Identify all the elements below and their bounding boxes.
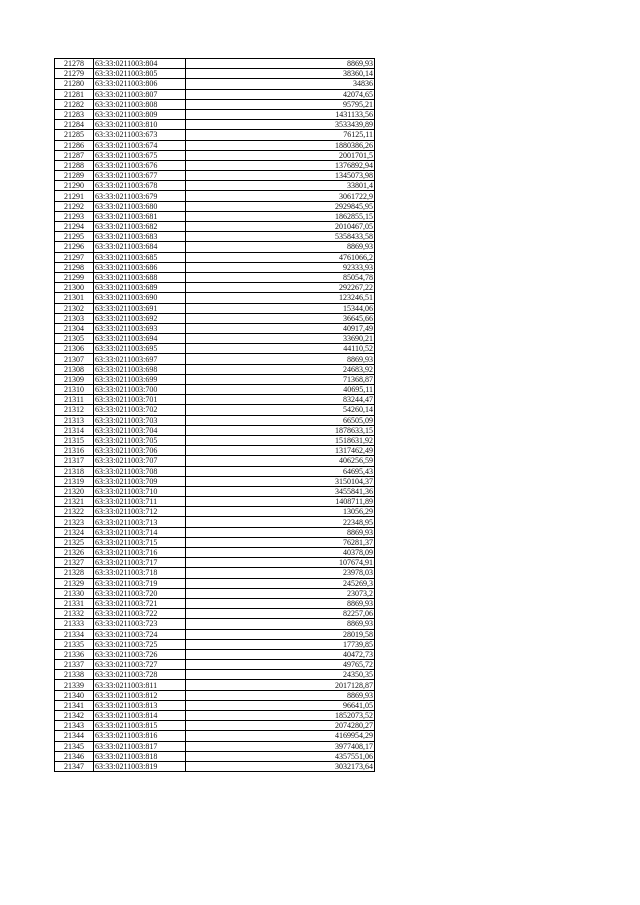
cadastral-value-cell: 38360,14 xyxy=(186,69,375,79)
row-number-cell: 21305 xyxy=(55,334,94,344)
cadastral-value-cell: 8869,93 xyxy=(186,619,375,629)
cadastral-value-cell: 1408711,89 xyxy=(186,497,375,507)
table-row xyxy=(55,435,375,445)
cadastral-value-cell: 4357551,06 xyxy=(186,751,375,761)
cadastral-value-table xyxy=(54,58,375,772)
cadastral-number-cell: 63:33:0211003:707 xyxy=(94,456,186,466)
cadastral-number-cell: 63:33:0211003:689 xyxy=(94,283,186,293)
table-row xyxy=(55,313,375,323)
table-row xyxy=(55,761,375,771)
cadastral-value-cell: 123246,51 xyxy=(186,293,375,303)
table-row xyxy=(55,374,375,384)
cadastral-value-cell: 85054,78 xyxy=(186,272,375,282)
cadastral-value-cell: 3977408,17 xyxy=(186,741,375,751)
row-number-cell: 21297 xyxy=(55,252,94,262)
cadastral-number-cell: 63:33:0211003:678 xyxy=(94,181,186,191)
cadastral-number-cell: 63:33:0211003:705 xyxy=(94,435,186,445)
cadastral-number-cell: 63:33:0211003:723 xyxy=(94,619,186,629)
row-number-cell: 21278 xyxy=(55,59,94,69)
cadastral-number-cell: 63:33:0211003:700 xyxy=(94,385,186,395)
table-row xyxy=(55,232,375,242)
table-row xyxy=(55,191,375,201)
table-row xyxy=(55,731,375,741)
cadastral-value-cell: 1431133,56 xyxy=(186,109,375,119)
table-body xyxy=(55,59,375,772)
cadastral-number-cell: 63:33:0211003:804 xyxy=(94,59,186,69)
cadastral-value-cell: 34836 xyxy=(186,79,375,89)
row-number-cell: 21324 xyxy=(55,527,94,537)
cadastral-number-cell: 63:33:0211003:811 xyxy=(94,680,186,690)
table-row xyxy=(55,109,375,119)
table-row xyxy=(55,598,375,608)
cadastral-number-cell: 63:33:0211003:810 xyxy=(94,120,186,130)
cadastral-number-cell: 63:33:0211003:709 xyxy=(94,476,186,486)
table-row xyxy=(55,568,375,578)
cadastral-number-cell: 63:33:0211003:721 xyxy=(94,598,186,608)
row-number-cell: 21341 xyxy=(55,700,94,710)
row-number-cell: 21319 xyxy=(55,476,94,486)
table-row xyxy=(55,619,375,629)
table-row xyxy=(55,272,375,282)
cadastral-value-cell: 2017128,87 xyxy=(186,680,375,690)
cadastral-number-cell: 63:33:0211003:722 xyxy=(94,609,186,619)
table-row xyxy=(55,323,375,333)
row-number-cell: 21313 xyxy=(55,415,94,425)
cadastral-value-cell: 1862855,15 xyxy=(186,211,375,221)
cadastral-number-cell: 63:33:0211003:694 xyxy=(94,334,186,344)
row-number-cell: 21334 xyxy=(55,629,94,639)
cadastral-number-cell: 63:33:0211003:713 xyxy=(94,517,186,527)
row-number-cell: 21293 xyxy=(55,211,94,221)
cadastral-value-cell: 92333,93 xyxy=(186,262,375,272)
cadastral-number-cell: 63:33:0211003:715 xyxy=(94,537,186,547)
cadastral-number-cell: 63:33:0211003:712 xyxy=(94,507,186,517)
cadastral-value-cell: 33690,21 xyxy=(186,334,375,344)
cadastral-number-cell: 63:33:0211003:817 xyxy=(94,741,186,751)
table-row xyxy=(55,262,375,272)
cadastral-value-cell: 1518631,92 xyxy=(186,435,375,445)
table-row xyxy=(55,405,375,415)
cadastral-value-cell: 2074280,27 xyxy=(186,721,375,731)
cadastral-number-cell: 63:33:0211003:675 xyxy=(94,150,186,160)
cadastral-number-cell: 63:33:0211003:808 xyxy=(94,99,186,109)
row-number-cell: 21301 xyxy=(55,293,94,303)
cadastral-number-cell: 63:33:0211003:701 xyxy=(94,395,186,405)
cadastral-value-cell: 1376892,94 xyxy=(186,160,375,170)
cadastral-number-cell: 63:33:0211003:698 xyxy=(94,364,186,374)
row-number-cell: 21316 xyxy=(55,446,94,456)
table-row xyxy=(55,537,375,547)
cadastral-value-cell: 1317462,49 xyxy=(186,446,375,456)
cadastral-number-cell: 63:33:0211003:693 xyxy=(94,323,186,333)
table-row xyxy=(55,140,375,150)
row-number-cell: 21292 xyxy=(55,201,94,211)
cadastral-value-cell: 36645,66 xyxy=(186,313,375,323)
cadastral-number-cell: 63:33:0211003:692 xyxy=(94,313,186,323)
cadastral-number-cell: 63:33:0211003:682 xyxy=(94,222,186,232)
cadastral-value-cell: 23978,03 xyxy=(186,568,375,578)
table-row xyxy=(55,120,375,130)
table-row xyxy=(55,303,375,313)
table-row xyxy=(55,751,375,761)
cadastral-value-cell: 3455841,36 xyxy=(186,486,375,496)
cadastral-value-cell: 1878633,15 xyxy=(186,425,375,435)
cadastral-number-cell: 63:33:0211003:695 xyxy=(94,344,186,354)
cadastral-value-cell: 245269,3 xyxy=(186,578,375,588)
cadastral-number-cell: 63:33:0211003:685 xyxy=(94,252,186,262)
table-row xyxy=(55,466,375,476)
row-number-cell: 21332 xyxy=(55,609,94,619)
row-number-cell: 21333 xyxy=(55,619,94,629)
cadastral-value-cell: 17739,85 xyxy=(186,639,375,649)
row-number-cell: 21329 xyxy=(55,578,94,588)
row-number-cell: 21286 xyxy=(55,140,94,150)
table-row xyxy=(55,497,375,507)
cadastral-value-cell: 22348,95 xyxy=(186,517,375,527)
row-number-cell: 21287 xyxy=(55,150,94,160)
row-number-cell: 21302 xyxy=(55,303,94,313)
row-number-cell: 21308 xyxy=(55,364,94,374)
cadastral-value-cell: 8869,93 xyxy=(186,59,375,69)
row-number-cell: 21347 xyxy=(55,761,94,771)
cadastral-value-cell: 1880386,26 xyxy=(186,140,375,150)
row-number-cell: 21296 xyxy=(55,242,94,252)
table-row xyxy=(55,721,375,731)
cadastral-value-cell: 76125,11 xyxy=(186,130,375,140)
table-row xyxy=(55,89,375,99)
row-number-cell: 21335 xyxy=(55,639,94,649)
cadastral-number-cell: 63:33:0211003:674 xyxy=(94,140,186,150)
row-number-cell: 21340 xyxy=(55,690,94,700)
cadastral-number-cell: 63:33:0211003:703 xyxy=(94,415,186,425)
cadastral-value-cell: 2929845,95 xyxy=(186,201,375,211)
cadastral-value-cell: 23073,2 xyxy=(186,588,375,598)
cadastral-value-cell: 24350,35 xyxy=(186,670,375,680)
table-row xyxy=(55,446,375,456)
cadastral-number-cell: 63:33:0211003:677 xyxy=(94,171,186,181)
cadastral-number-cell: 63:33:0211003:727 xyxy=(94,660,186,670)
table-row xyxy=(55,99,375,109)
cadastral-number-cell: 63:33:0211003:714 xyxy=(94,527,186,537)
cadastral-value-cell: 44110,52 xyxy=(186,344,375,354)
table-row xyxy=(55,700,375,710)
row-number-cell: 21279 xyxy=(55,69,94,79)
row-number-cell: 21314 xyxy=(55,425,94,435)
cadastral-number-cell: 63:33:0211003:728 xyxy=(94,670,186,680)
row-number-cell: 21289 xyxy=(55,171,94,181)
table-row xyxy=(55,242,375,252)
row-number-cell: 21294 xyxy=(55,222,94,232)
table-row xyxy=(55,130,375,140)
table-row xyxy=(55,578,375,588)
cadastral-number-cell: 63:33:0211003:717 xyxy=(94,558,186,568)
cadastral-number-cell: 63:33:0211003:724 xyxy=(94,629,186,639)
cadastral-number-cell: 63:33:0211003:673 xyxy=(94,130,186,140)
cadastral-value-cell: 33801,4 xyxy=(186,181,375,191)
row-number-cell: 21295 xyxy=(55,232,94,242)
table-row xyxy=(55,741,375,751)
cadastral-value-cell: 3150104,37 xyxy=(186,476,375,486)
cadastral-value-cell: 40917,49 xyxy=(186,323,375,333)
table-row xyxy=(55,476,375,486)
cadastral-number-cell: 63:33:0211003:681 xyxy=(94,211,186,221)
table-row xyxy=(55,354,375,364)
cadastral-number-cell: 63:33:0211003:807 xyxy=(94,89,186,99)
row-number-cell: 21328 xyxy=(55,568,94,578)
cadastral-value-cell: 42074,65 xyxy=(186,89,375,99)
table-row xyxy=(55,150,375,160)
table-row xyxy=(55,670,375,680)
cadastral-value-cell: 4169954,29 xyxy=(186,731,375,741)
table-row xyxy=(55,517,375,527)
table-row xyxy=(55,415,375,425)
table-row xyxy=(55,609,375,619)
row-number-cell: 21312 xyxy=(55,405,94,415)
table-row xyxy=(55,59,375,69)
table-row xyxy=(55,293,375,303)
cadastral-value-cell: 40695,11 xyxy=(186,385,375,395)
cadastral-number-cell: 63:33:0211003:686 xyxy=(94,262,186,272)
table-row xyxy=(55,690,375,700)
row-number-cell: 21337 xyxy=(55,660,94,670)
row-number-cell: 21339 xyxy=(55,680,94,690)
cadastral-value-cell: 24683,92 xyxy=(186,364,375,374)
row-number-cell: 21298 xyxy=(55,262,94,272)
cadastral-value-cell: 8869,93 xyxy=(186,242,375,252)
table-row xyxy=(55,160,375,170)
cadastral-value-cell: 8869,93 xyxy=(186,690,375,700)
row-number-cell: 21310 xyxy=(55,385,94,395)
cadastral-number-cell: 63:33:0211003:813 xyxy=(94,700,186,710)
row-number-cell: 21290 xyxy=(55,181,94,191)
cadastral-number-cell: 63:33:0211003:676 xyxy=(94,160,186,170)
row-number-cell: 21320 xyxy=(55,486,94,496)
table-row xyxy=(55,639,375,649)
table-row xyxy=(55,527,375,537)
cadastral-value-cell: 406256,59 xyxy=(186,456,375,466)
row-number-cell: 21288 xyxy=(55,160,94,170)
table-row xyxy=(55,385,375,395)
cadastral-value-cell: 2010467,05 xyxy=(186,222,375,232)
cadastral-value-cell: 64695,43 xyxy=(186,466,375,476)
row-number-cell: 21317 xyxy=(55,456,94,466)
row-number-cell: 21345 xyxy=(55,741,94,751)
cadastral-value-cell: 5358433,58 xyxy=(186,232,375,242)
cadastral-number-cell: 63:33:0211003:680 xyxy=(94,201,186,211)
table-row xyxy=(55,486,375,496)
row-number-cell: 21325 xyxy=(55,537,94,547)
cadastral-number-cell: 63:33:0211003:683 xyxy=(94,232,186,242)
table-row xyxy=(55,649,375,659)
row-number-cell: 21346 xyxy=(55,751,94,761)
cadastral-value-cell: 40472,73 xyxy=(186,649,375,659)
row-number-cell: 21344 xyxy=(55,731,94,741)
cadastral-value-cell: 28019,58 xyxy=(186,629,375,639)
table-row xyxy=(55,507,375,517)
cadastral-number-cell: 63:33:0211003:679 xyxy=(94,191,186,201)
table-row xyxy=(55,680,375,690)
cadastral-value-cell: 2001701,5 xyxy=(186,150,375,160)
cadastral-number-cell: 63:33:0211003:704 xyxy=(94,425,186,435)
cadastral-value-cell: 3533439,89 xyxy=(186,120,375,130)
cadastral-value-cell: 76281,37 xyxy=(186,537,375,547)
row-number-cell: 21284 xyxy=(55,120,94,130)
row-number-cell: 21300 xyxy=(55,283,94,293)
cadastral-value-cell: 1852073,52 xyxy=(186,711,375,721)
cadastral-value-cell: 3032173,64 xyxy=(186,761,375,771)
table-row xyxy=(55,201,375,211)
row-number-cell: 21281 xyxy=(55,89,94,99)
cadastral-number-cell: 63:33:0211003:818 xyxy=(94,751,186,761)
cadastral-value-cell: 8869,93 xyxy=(186,354,375,364)
cadastral-value-cell: 96641,05 xyxy=(186,700,375,710)
table-row xyxy=(55,364,375,374)
row-number-cell: 21315 xyxy=(55,435,94,445)
row-number-cell: 21321 xyxy=(55,497,94,507)
cadastral-number-cell: 63:33:0211003:805 xyxy=(94,69,186,79)
cadastral-number-cell: 63:33:0211003:720 xyxy=(94,588,186,598)
cadastral-number-cell: 63:33:0211003:697 xyxy=(94,354,186,364)
row-number-cell: 21323 xyxy=(55,517,94,527)
cadastral-value-cell: 3061722,9 xyxy=(186,191,375,201)
row-number-cell: 21326 xyxy=(55,548,94,558)
table-row xyxy=(55,456,375,466)
cadastral-number-cell: 63:33:0211003:702 xyxy=(94,405,186,415)
table-row xyxy=(55,222,375,232)
row-number-cell: 21303 xyxy=(55,313,94,323)
table-row xyxy=(55,558,375,568)
row-number-cell: 21283 xyxy=(55,109,94,119)
cadastral-number-cell: 63:33:0211003:812 xyxy=(94,690,186,700)
row-number-cell: 21285 xyxy=(55,130,94,140)
table-row xyxy=(55,181,375,191)
table-row xyxy=(55,425,375,435)
cadastral-number-cell: 63:33:0211003:706 xyxy=(94,446,186,456)
cadastral-number-cell: 63:33:0211003:684 xyxy=(94,242,186,252)
cadastral-value-cell: 1345073,98 xyxy=(186,171,375,181)
table-row xyxy=(55,711,375,721)
cadastral-value-cell: 13056,29 xyxy=(186,507,375,517)
table-row xyxy=(55,395,375,405)
cadastral-number-cell: 63:33:0211003:809 xyxy=(94,109,186,119)
table-row xyxy=(55,252,375,262)
cadastral-number-cell: 63:33:0211003:688 xyxy=(94,272,186,282)
cadastral-value-cell: 8869,93 xyxy=(186,527,375,537)
cadastral-number-cell: 63:33:0211003:719 xyxy=(94,578,186,588)
row-number-cell: 21331 xyxy=(55,598,94,608)
cadastral-value-cell: 71368,87 xyxy=(186,374,375,384)
cadastral-value-cell: 8869,93 xyxy=(186,598,375,608)
cadastral-value-cell: 66505,09 xyxy=(186,415,375,425)
cadastral-value-cell: 83244,47 xyxy=(186,395,375,405)
row-number-cell: 21280 xyxy=(55,79,94,89)
table-row xyxy=(55,588,375,598)
row-number-cell: 21299 xyxy=(55,272,94,282)
table-row xyxy=(55,283,375,293)
cadastral-value-cell: 4761066,2 xyxy=(186,252,375,262)
cadastral-number-cell: 63:33:0211003:725 xyxy=(94,639,186,649)
table-row xyxy=(55,69,375,79)
cadastral-value-cell: 292267,22 xyxy=(186,283,375,293)
table-row xyxy=(55,171,375,181)
cadastral-number-cell: 63:33:0211003:806 xyxy=(94,79,186,89)
cadastral-number-cell: 63:33:0211003:726 xyxy=(94,649,186,659)
row-number-cell: 21318 xyxy=(55,466,94,476)
row-number-cell: 21336 xyxy=(55,649,94,659)
row-number-cell: 21291 xyxy=(55,191,94,201)
row-number-cell: 21306 xyxy=(55,344,94,354)
cadastral-value-cell: 95795,21 xyxy=(186,99,375,109)
cadastral-number-cell: 63:33:0211003:819 xyxy=(94,761,186,771)
row-number-cell: 21338 xyxy=(55,670,94,680)
row-number-cell: 21307 xyxy=(55,354,94,364)
cadastral-number-cell: 63:33:0211003:815 xyxy=(94,721,186,731)
cadastral-number-cell: 63:33:0211003:814 xyxy=(94,711,186,721)
cadastral-number-cell: 63:33:0211003:710 xyxy=(94,486,186,496)
cadastral-number-cell: 63:33:0211003:711 xyxy=(94,497,186,507)
row-number-cell: 21304 xyxy=(55,323,94,333)
table-row xyxy=(55,211,375,221)
row-number-cell: 21327 xyxy=(55,558,94,568)
row-number-cell: 21311 xyxy=(55,395,94,405)
cadastral-value-cell: 107674,91 xyxy=(186,558,375,568)
cadastral-number-cell: 63:33:0211003:716 xyxy=(94,548,186,558)
cadastral-number-cell: 63:33:0211003:816 xyxy=(94,731,186,741)
cadastral-value-cell: 15344,06 xyxy=(186,303,375,313)
row-number-cell: 21322 xyxy=(55,507,94,517)
row-number-cell: 21309 xyxy=(55,374,94,384)
cadastral-number-cell: 63:33:0211003:708 xyxy=(94,466,186,476)
cadastral-number-cell: 63:33:0211003:691 xyxy=(94,303,186,313)
row-number-cell: 21342 xyxy=(55,711,94,721)
table-row xyxy=(55,548,375,558)
cadastral-value-cell: 49765,72 xyxy=(186,660,375,670)
cadastral-number-cell: 63:33:0211003:718 xyxy=(94,568,186,578)
row-number-cell: 21343 xyxy=(55,721,94,731)
table-row xyxy=(55,344,375,354)
cadastral-value-cell: 54260,14 xyxy=(186,405,375,415)
table-row xyxy=(55,660,375,670)
row-number-cell: 21282 xyxy=(55,99,94,109)
cadastral-value-cell: 40378,09 xyxy=(186,548,375,558)
cadastral-value-cell: 82257,06 xyxy=(186,609,375,619)
cadastral-number-cell: 63:33:0211003:690 xyxy=(94,293,186,303)
table-row xyxy=(55,79,375,89)
table-row xyxy=(55,629,375,639)
cadastral-number-cell: 63:33:0211003:699 xyxy=(94,374,186,384)
row-number-cell: 21330 xyxy=(55,588,94,598)
table-row xyxy=(55,334,375,344)
